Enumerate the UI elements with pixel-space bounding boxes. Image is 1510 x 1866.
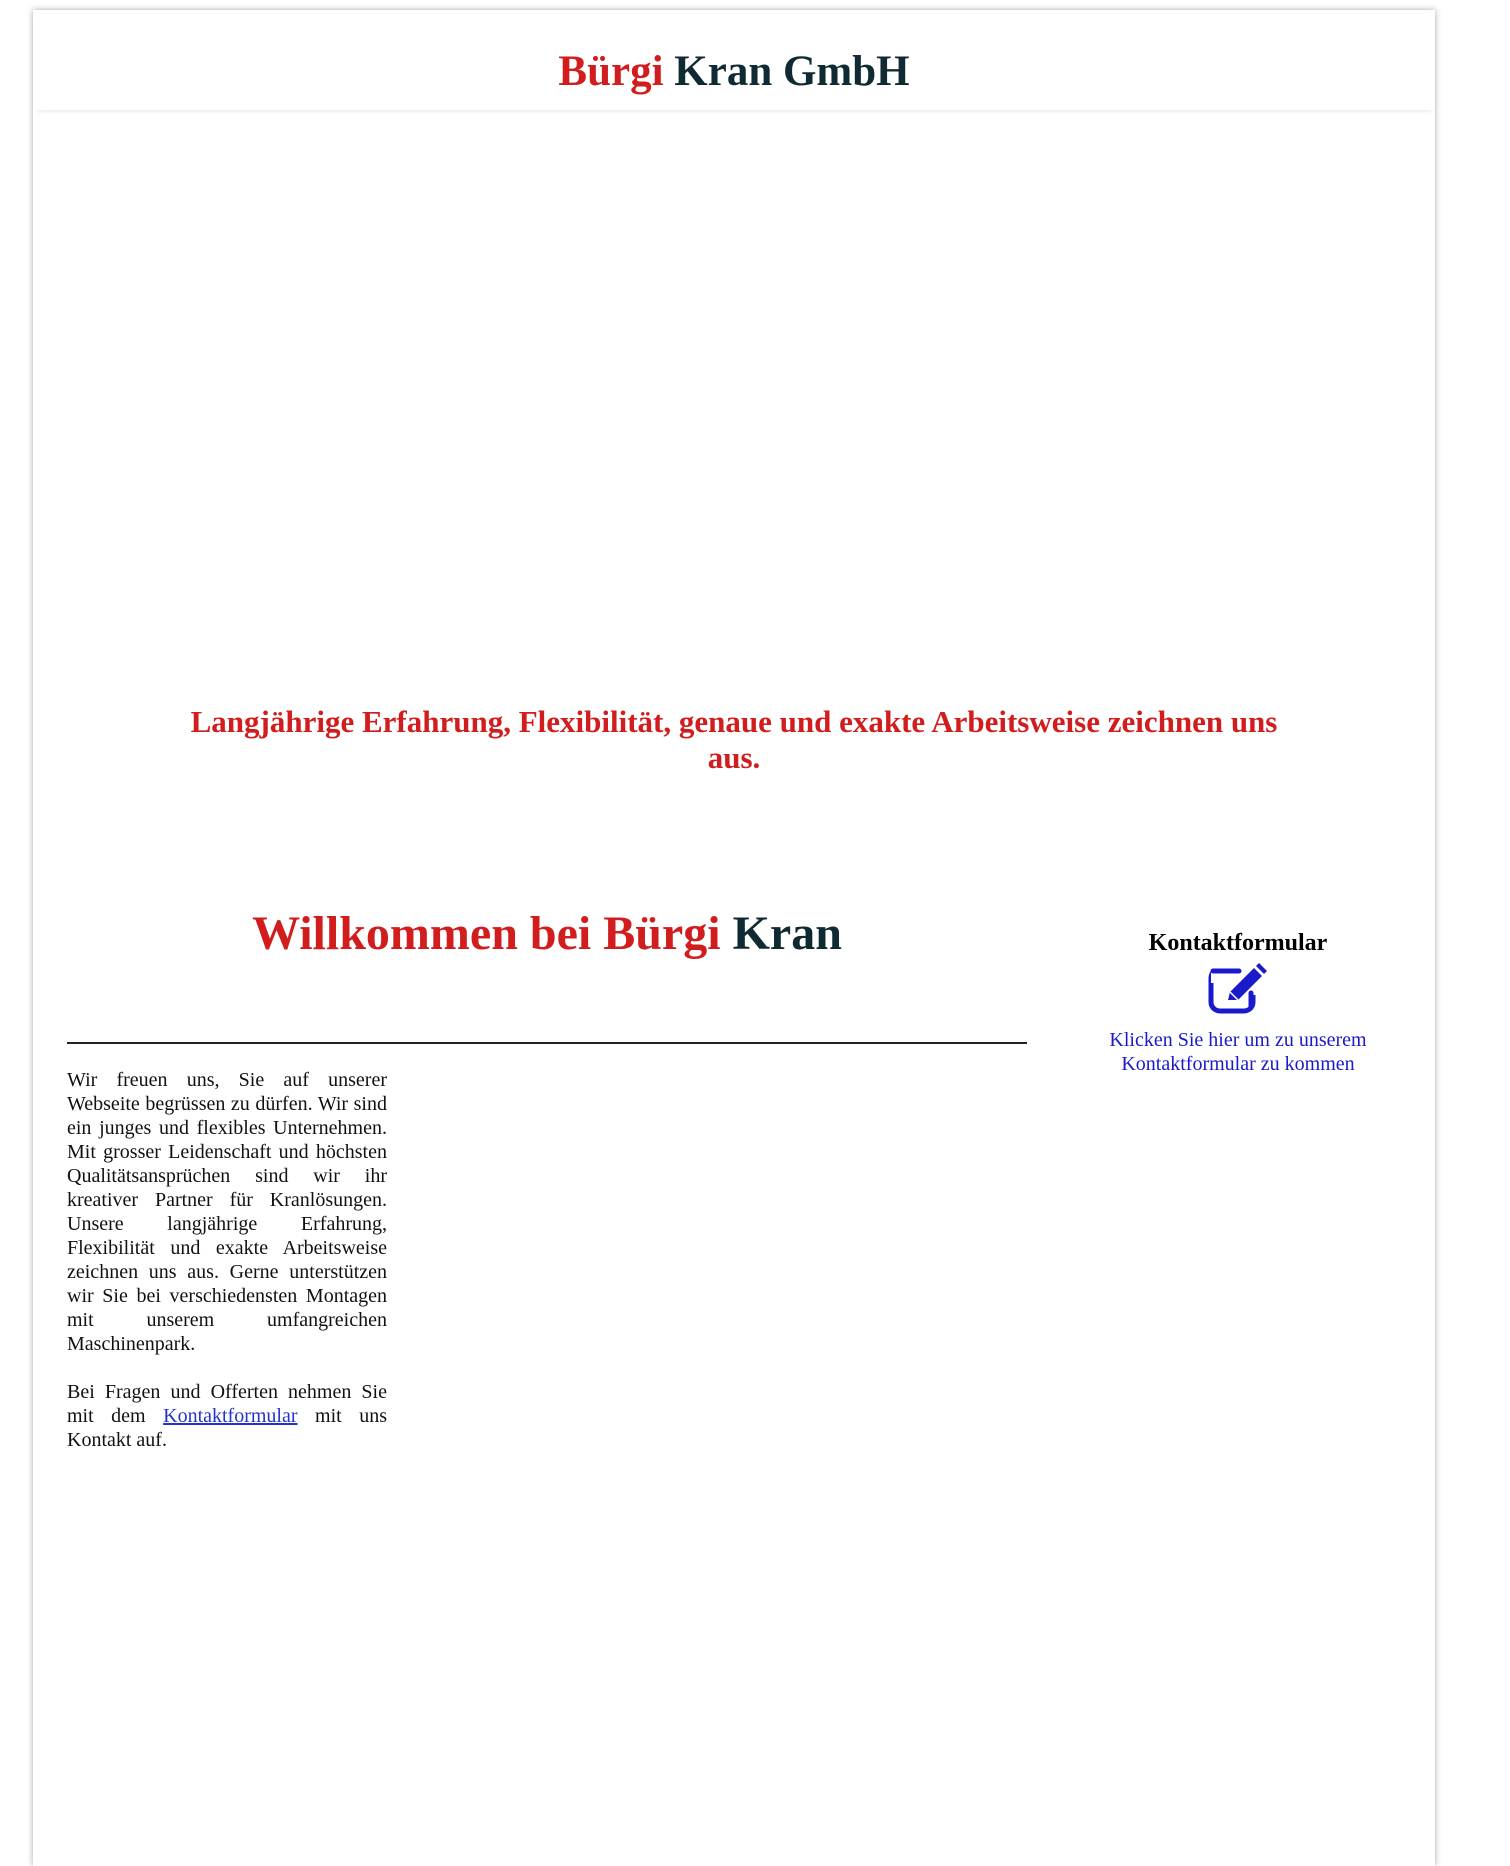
contact-widget [1103, 930, 1373, 1076]
contact-form-inline-link[interactable]: Kontaktformular [163, 1405, 298, 1427]
site-title-suffix: Kran GmbH [674, 48, 910, 95]
welcome-heading-brand: Willkommen bei Bürgi [252, 907, 721, 960]
site-title[interactable] [33, 50, 1435, 93]
intro-contact-paragraph [67, 1380, 387, 1452]
intro-contact-text-before: Bei Fragen und Offerten nehmen Sie mit dem [67, 1381, 387, 1427]
contact-title: Kontaktformular [1148, 930, 1328, 956]
tagline [33, 704, 1435, 776]
tagline-text: Langjährige Erfahrung, Flexibilität, genaue und exakte Arbeitsweise zeichnen uns aus. [190, 704, 1278, 775]
intro-contact-text-after: mit uns Kontakt auf. [67, 1405, 387, 1451]
divider [67, 1042, 1027, 1044]
contact-form-link[interactable]: Klicken Sie hier um zu unserem Kontaktformular zu kommen [1109, 1029, 1367, 1075]
edit-icon[interactable] [1207, 963, 1269, 1015]
welcome-heading [67, 908, 1027, 961]
intro-paragraph: Wir freuen uns, Sie auf unserer Webseite begrüssen zu dürfen. Wir sind ein junges und flexibles Unternehmen. Mit grosser Leidenschaft und höchsten Qualitätsansprüchen sind wir ihr kreativer Partner für Kranlösungen. Unsere langjährige Erfahrung, Flexibilität und exakte Arbeitsweise zeichnen uns aus. Gerne unterstützen wir Sie bei verschiedensten Montagen mit unserem umfangreichen Maschinenpark. [67, 1069, 387, 1355]
page-container [33, 10, 1435, 1866]
site-title-brand: Bürgi [558, 48, 664, 95]
intro-text [67, 1068, 387, 1476]
welcome-heading-suffix: Kran [732, 907, 842, 960]
